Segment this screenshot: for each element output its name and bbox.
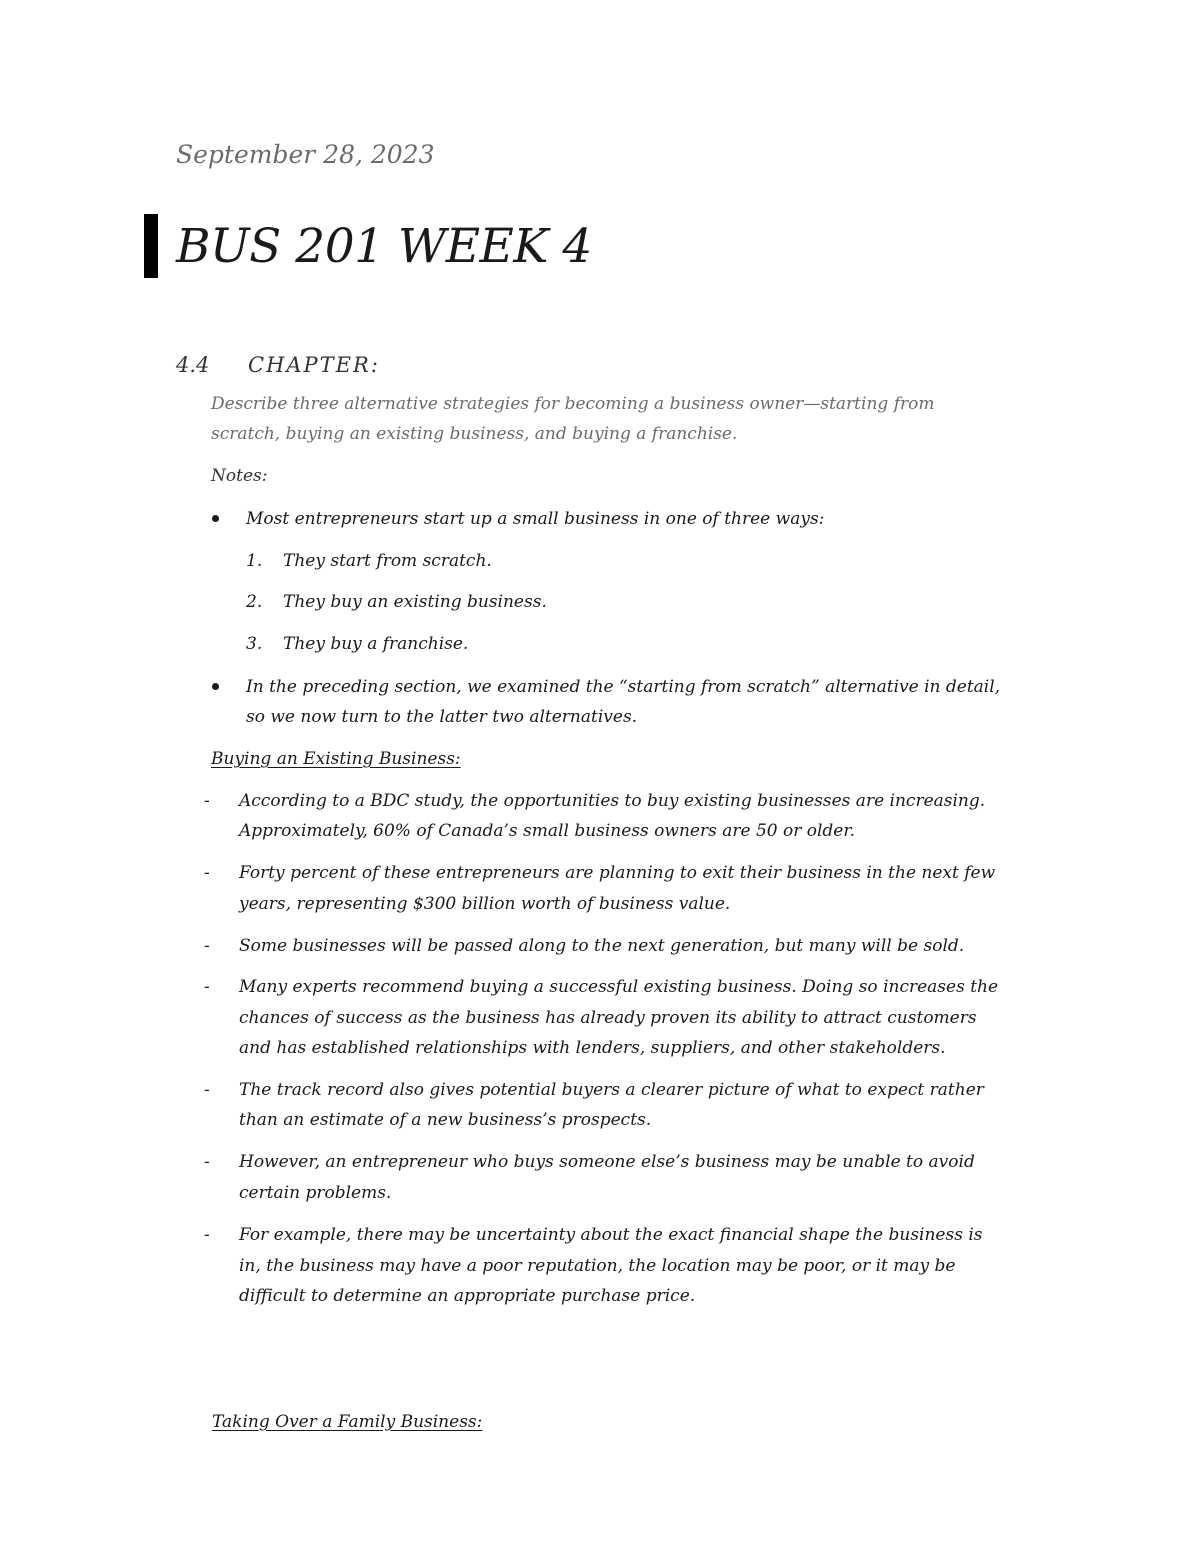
numbered-marker: 1. xyxy=(246,551,263,571)
bullet-text: Most entrepreneurs start up a small business in one of three ways: xyxy=(246,509,825,529)
bullet-text: so we now turn to the latter two alternatives. xyxy=(246,707,638,727)
chapter-number: 4.4 xyxy=(176,353,210,377)
dash-item-text: Many experts recommend buying a successful existing business. Doing so increases the xyxy=(239,977,999,997)
dash-item-text: than an estimate of a new business’s prospects. xyxy=(239,1110,652,1130)
dash-item-text: years, representing $300 billion worth of business value. xyxy=(239,894,731,914)
numbered-item-text: They buy a franchise. xyxy=(283,634,469,654)
dash-item-text: difficult to determine an appropriate purchase price. xyxy=(239,1286,696,1306)
dash-marker: - xyxy=(204,791,210,811)
chapter-description-line: scratch, buying an existing business, and buying a franchise. xyxy=(211,424,738,444)
chapter-description-line: Describe three alternative strategies for becoming a business owner—starting from xyxy=(211,394,935,414)
dash-item-text: chances of success as the business has already proven its ability to attract customers xyxy=(239,1008,977,1028)
section-heading-family: Taking Over a Family Business: xyxy=(212,1412,483,1432)
dash-item-text: certain problems. xyxy=(239,1183,392,1203)
section-heading-buying: Buying an Existing Business: xyxy=(211,749,461,769)
numbered-item-text: They buy an existing business. xyxy=(283,592,547,612)
chapter-label: CHAPTER: xyxy=(248,353,380,377)
bullet-dot xyxy=(212,683,219,690)
dash-marker: - xyxy=(204,936,210,956)
dash-item-text: and has established relationships with lenders, suppliers, and other stakeholders. xyxy=(239,1038,946,1058)
dash-marker: - xyxy=(204,1225,210,1245)
dash-marker: - xyxy=(204,1152,210,1172)
chapter-heading xyxy=(176,350,380,380)
dash-marker: - xyxy=(204,863,210,883)
dash-item-text: However, an entrepreneur who buys someone else’s business may be unable to avoid xyxy=(239,1152,975,1172)
dash-item-text: Approximately, 60% of Canada’s small business owners are 50 or older. xyxy=(239,821,856,841)
dash-marker: - xyxy=(204,1080,210,1100)
dash-item-text: According to a BDC study, the opportunities to buy existing businesses are increasing. xyxy=(239,791,986,811)
dash-item-text: For example, there may be uncertainty about the exact financial shape the business is xyxy=(239,1225,983,1245)
dash-marker: - xyxy=(204,977,210,997)
document-title: BUS 201 WEEK 4 xyxy=(176,219,592,274)
title-accent-bar xyxy=(144,214,158,278)
notes-label: Notes: xyxy=(211,466,268,486)
numbered-marker: 3. xyxy=(246,634,263,654)
dash-item-text: in, the business may have a poor reputation, the location may be poor, or it may be xyxy=(239,1256,956,1276)
numbered-marker: 2. xyxy=(246,592,263,612)
dash-item-text: Forty percent of these entrepreneurs are planning to exit their business in the next few xyxy=(239,863,996,883)
bullet-text: In the preceding section, we examined the “starting from scratch” alternative in detail, xyxy=(246,677,1001,697)
bullet-dot xyxy=(212,515,219,522)
dash-item-text: Some businesses will be passed along to the next generation, but many will be sold. xyxy=(239,936,965,956)
dash-item-text: The track record also gives potential buyers a clearer picture of what to expect rather xyxy=(239,1080,984,1100)
document-date: September 28, 2023 xyxy=(176,140,435,169)
numbered-item-text: They start from scratch. xyxy=(283,551,492,571)
